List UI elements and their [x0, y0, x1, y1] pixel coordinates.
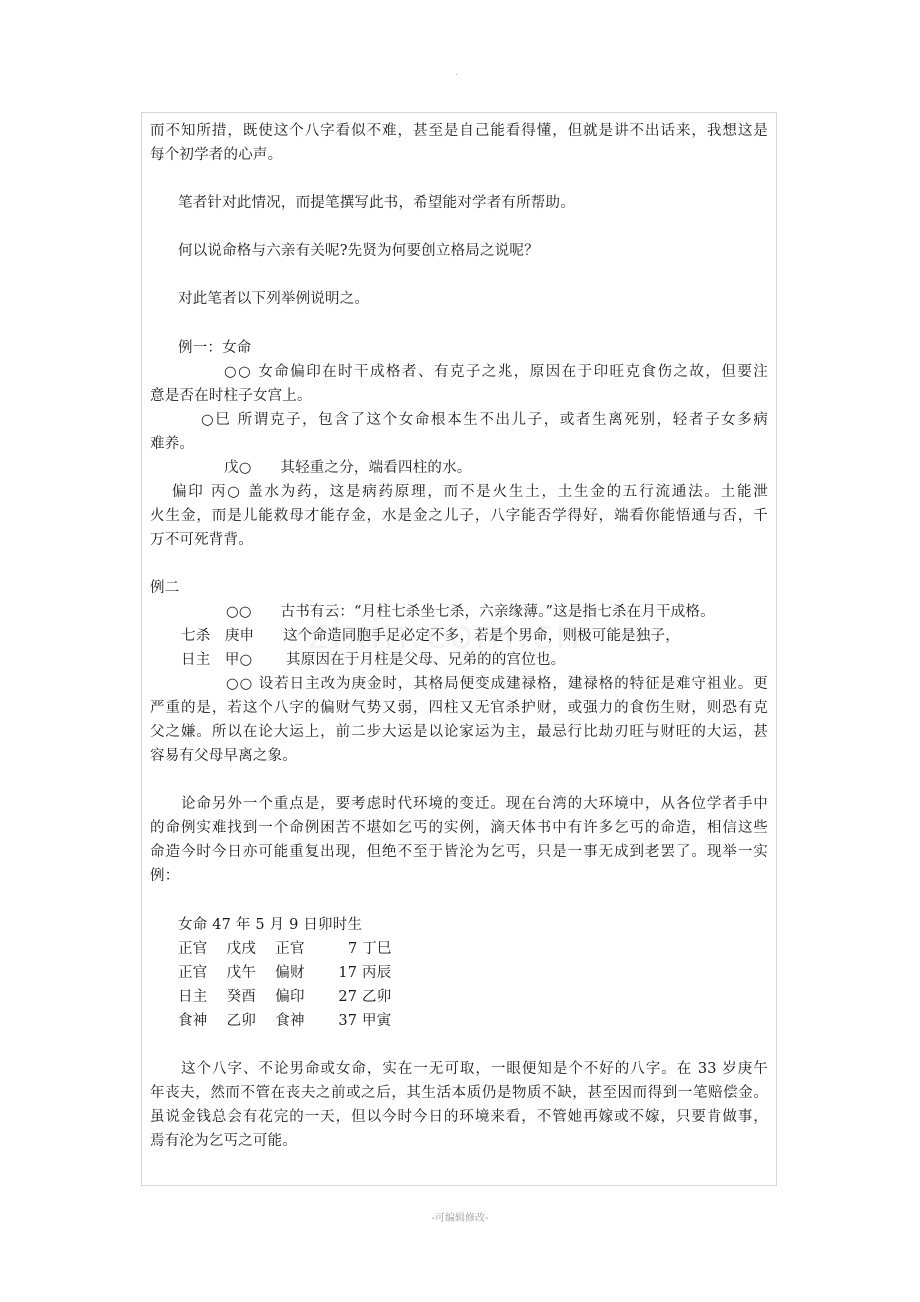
paragraph-line: 戊○ 其轻重之分，端看四柱的水。 [224, 460, 472, 476]
paragraph-line: 论命另外一个重点是，要考虑时代环境的变迁。现在台湾的大环境中，从各位学者手中 [181, 796, 768, 812]
paragraph-line: 偏印 丙○ 盖水为药，这是病药原理，而不是火生土，土生金的五行流通法。土能泄 [172, 484, 768, 500]
paragraph-line: ○○ 古书有云：“月柱七杀坐七杀，六亲缘薄。”这是指七杀在月干成格。 [226, 604, 715, 620]
paragraph-line: 的命例实难找到一个命例困苦不堪如乞丐的实例，滴天体书中有许多乞丐的命造，相信这些 [150, 820, 768, 836]
paragraph-line: 容易有父母早离之象。 [150, 748, 297, 764]
example-heading: 例一：女命 [178, 340, 252, 356]
paragraph-line: 父之嫌。所以在论大运上，前二步大运是以论家运为主，最忌行比劫刃旺与财旺的大运，甚 [150, 724, 768, 740]
paragraph-line: 意是否在时柱子女宫上。 [150, 388, 312, 404]
chart-pillar-row: 日主 癸酉 偏印 27 乙卯 [178, 989, 392, 1005]
paragraph-line: ○○ 设若日主改为庚金时，其格局便变成建禄格，建禄格的特征是难守祖业。更 [226, 676, 768, 692]
chart-pillar-row: 食神 乙卯 食神 37 甲寅 [178, 1013, 392, 1029]
paragraph-line: 笔者针对此情况，而提笔撰写此书，希望能对学者有所帮助。 [178, 195, 575, 211]
paragraph-line: 焉有沦为乞丐之可能。 [150, 1133, 297, 1149]
paragraph-line: 火生金，而是儿能救母才能存金，水是金之儿子，八字能否学得好，端看你能悟通与否，千 [150, 508, 768, 524]
chart-pillar-row: 正官 戊戌 正官 7 丁巳 [178, 941, 392, 957]
paragraph-line: 例： [150, 868, 180, 884]
paragraph-line: 万不可死背背。 [150, 532, 253, 548]
chart-birth-line: 女命 47 年 5 月 9 日卯时生 [178, 917, 363, 933]
paragraph-line: 而不知所措，既使这个八字看似不难，甚至是自己能看得懂，但就是讲不出话来，我想这是 [150, 123, 768, 139]
paragraph-line: 七杀 庚申 这个命造同胞手足必定不多，若是个男命，则极可能是独子， [181, 628, 680, 644]
paragraph-line: 日主 甲○ 其原因在于月柱是父母、兄弟的的宫位也。 [181, 652, 566, 668]
paragraph-line: 这个八字、不论男命或女命，实在一无可取，一眼便知是个不好的八字。在 33 岁庚午 [181, 1061, 768, 1077]
paragraph-line: ○巳 所谓克子，包含了这个女命根本生不出儿子，或者生离死别，轻者子女多病 [201, 412, 768, 428]
paragraph-line: 何以说命格与六亲有关呢?先贤为何要创立格局之说呢？ [178, 243, 539, 259]
chart-pillar-row: 正官 戊午 偏财 17 丙辰 [178, 965, 392, 981]
paragraph-line: 年丧夫，然而不管在丧夫之前或之后，其生活本质仍是物质不缺，甚至因而得到一笔赔偿金。 [150, 1085, 768, 1101]
paragraph-line: 每个初学者的心声。 [150, 147, 283, 163]
paragraph-line: 难养。 [150, 436, 195, 452]
example-heading: 例二 [150, 580, 180, 596]
page-mark: . [455, 68, 458, 78]
page-footer: -可编辑修改- [431, 1213, 489, 1224]
paragraph-line: 对此笔者以下列举例说明之。 [178, 291, 370, 307]
paragraph-line: 严重的是，若这个八字的偏财气势又弱，四柱又无官杀护财，或强力的食伤生财，则恐有克 [150, 700, 768, 716]
paragraph-line: 命造今时今日亦可能重复出现，但绝不至于皆沦为乞丐，只是一事无成到老罢了。现举一实 [150, 844, 768, 860]
paragraph-line: 虽说金钱总会有花完的一天，但以今时今日的环境来看，不管她再嫁或不嫁，只要肯做事， [150, 1109, 768, 1125]
paragraph-line: ○○ 女命偏印在时干成格者、有克子之兆，原因在于印旺克食伤之故，但要注 [224, 364, 768, 380]
